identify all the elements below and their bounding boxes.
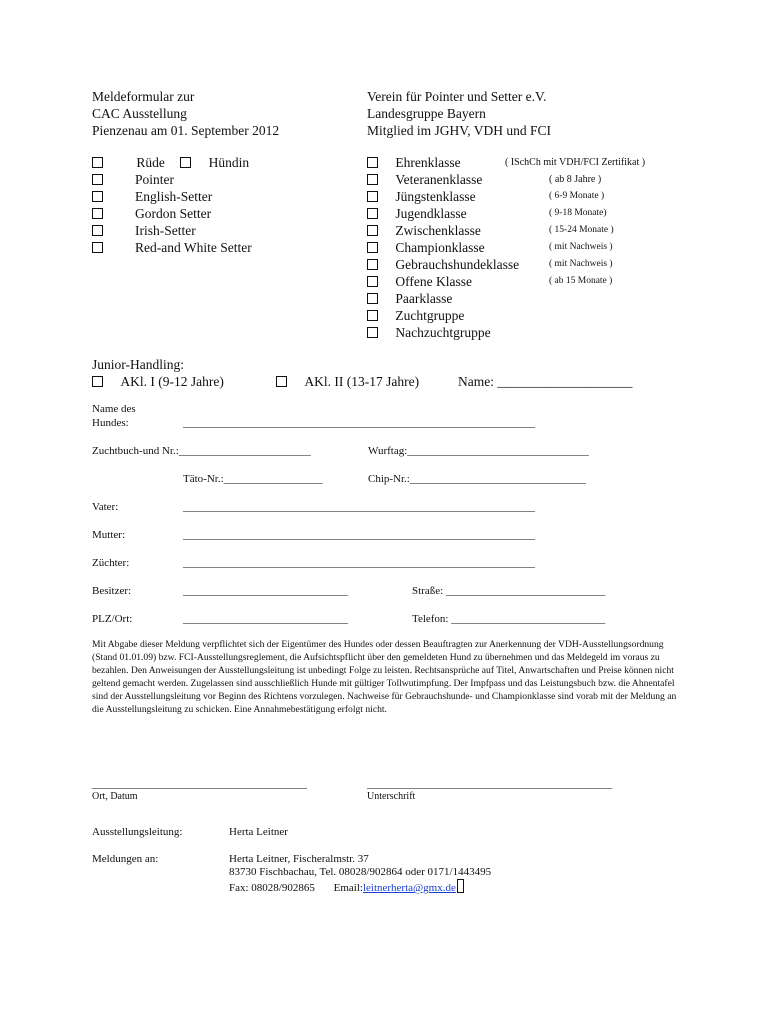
junior-handling-row-2 — [276, 373, 419, 390]
club-info-block — [367, 88, 551, 139]
irish-setter-checkbox[interactable] — [92, 225, 103, 236]
chip-field[interactable]: Chip-Nr.:________________________________ — [368, 473, 586, 485]
red-white-setter-checkbox[interactable] — [92, 242, 103, 253]
class-label: Zuchtgruppe — [395, 308, 465, 323]
class-note: ( 9-18 Monate) — [549, 208, 607, 218]
wurftag-field[interactable]: Wurftag:_________________________________ — [368, 445, 589, 457]
class-checkbox[interactable] — [367, 242, 378, 253]
class-checkbox[interactable] — [367, 259, 378, 270]
huendin-checkbox[interactable] — [180, 157, 191, 168]
besitzer-field[interactable]: ______________________________ — [183, 585, 348, 597]
vater-field[interactable]: ________________________________________________________________ — [183, 501, 535, 513]
class-note: ( ab 15 Monate ) — [549, 276, 613, 286]
breed-label: Red-and White Setter — [135, 240, 252, 255]
zuechter-field[interactable]: ________________________________________________________________ — [183, 557, 535, 569]
junior-name-field[interactable]: Name: ____________________ — [458, 374, 633, 389]
header-left-line-2: CAC Ausstellung — [92, 106, 187, 121]
telefon-field[interactable]: Telefon: ____________________________ — [412, 613, 606, 625]
class-label: Championklasse — [395, 240, 485, 255]
english-setter-checkbox[interactable] — [92, 191, 103, 202]
header-right-line-2: Landesgruppe Bayern — [367, 106, 486, 121]
text-cursor-icon — [457, 879, 464, 893]
plz-field[interactable]: ______________________________ — [183, 613, 348, 625]
class-label: Nachzuchtgruppe — [395, 325, 491, 340]
taeto-field[interactable]: Täto-Nr.:__________________ — [183, 473, 323, 485]
disclaimer-text: Mit Abgabe dieser Meldung verpflichtet sich der Eigentümer des Hundes oder dessen Beauftragten zur Anerkennung der VDH-Ausstellungsordnung (Stand 01.01.09) bzw. FCI-Ausstellungsreglement, die Aufsichtspflicht über den gemeldeten Hund zu übernehmen und das Meldegeld im voraus zu bezahlen. Den Anweisungen der Ausstellungsleitung ist unbedingt Folge zu leisten. Rechtsansprüche auf Titel, Anwartschaften und Preise können nicht geltend gemacht werden. Zugelassen sind ausschließlich Hunde mit gültiger Tollwutimpfung. Der Impfpass und das Leistungsbuch bzw. die Ahnentafel sind der Ausstellungsleitung vor Beginn des Richtens vorzulegen. Nachweise für Gebrauchshunde- und Championklasse sind vorab mit der Meldung an die Ausstellungsleitung zu schicken. Eine Annahmebestätigung erfolgt nicht. — [92, 639, 677, 715]
ort-datum-line[interactable]: ___________________________________________ — [92, 779, 307, 790]
gordon-setter-checkbox[interactable] — [92, 208, 103, 219]
pointer-checkbox[interactable] — [92, 174, 103, 185]
contact-fax-email — [229, 879, 464, 895]
class-label: Veteranenklasse — [395, 172, 483, 187]
class-note: ( 6-9 Monate ) — [549, 191, 605, 201]
dog-name-field[interactable]: ________________________________________________________________ — [183, 417, 535, 429]
leitung-name: Herta Leitner — [229, 826, 288, 838]
contact-address-2: 83730 Fischbachau, Tel. 08028/902864 oder 0171/1443495 — [229, 866, 492, 878]
class-checkbox[interactable] — [367, 276, 378, 287]
mutter-label: Mutter: — [92, 529, 125, 541]
class-label: Zwischenklasse — [395, 223, 481, 238]
email-link[interactable]: leitnerherta@gmx.de — [362, 882, 456, 894]
breed-section — [92, 154, 252, 256]
class-checkbox[interactable] — [367, 157, 378, 168]
header-right-line-1: Verein für Pointer und Setter e.V. — [367, 89, 547, 104]
zuchtbuch-field[interactable]: Zuchtbuch-und Nr.:________________________ — [92, 445, 311, 457]
class-label: Offene Klasse — [395, 274, 472, 289]
class-checkbox[interactable] — [367, 225, 378, 236]
unterschrift-label: Unterschrift — [367, 791, 416, 802]
breed-label: Gordon Setter — [135, 206, 212, 221]
ruede-checkbox[interactable] — [92, 157, 103, 168]
contact-address-1: Herta Leitner, Fischeralmstr. 37 — [229, 853, 369, 865]
mutter-field[interactable]: ________________________________________________________________ — [183, 529, 535, 541]
form-title-block — [92, 88, 279, 139]
junior-handling-row — [92, 373, 224, 390]
zuechter-label: Züchter: — [92, 557, 130, 569]
class-checkbox[interactable] — [367, 208, 378, 219]
breed-label: English-Setter — [135, 189, 213, 204]
vater-label: Vater: — [92, 501, 119, 513]
name-des-label: Name des — [92, 403, 136, 415]
class-checkbox[interactable] — [367, 327, 378, 338]
ort-datum-label: Ort, Datum — [92, 791, 138, 802]
contact-fax: Fax: 08028/902865 — [229, 882, 315, 894]
class-note: ( ab 8 Jahre ) — [549, 174, 602, 185]
class-label: Paarklasse — [395, 291, 453, 306]
class-note: ( ISchCh mit VDH/FCI Zertifikat ) — [505, 157, 646, 168]
class-label: Jugendklasse — [395, 206, 467, 221]
ruede-label: Rüde — [136, 155, 165, 170]
junior-handling-title: Junior-Handling: — [92, 357, 184, 372]
akl1-checkbox[interactable] — [92, 376, 103, 387]
breed-label: Irish-Setter — [135, 223, 196, 238]
huendin-label: Hündin — [208, 155, 250, 170]
class-note: ( 15-24 Monate ) — [549, 225, 614, 235]
class-checkbox[interactable] — [367, 293, 378, 304]
header-left-line-3: Pienzenau am 01. September 2012 — [92, 123, 280, 138]
akl2-label: AKl. II (13-17 Jahre) — [304, 374, 420, 389]
leitung-label: Ausstellungsleitung: — [92, 826, 183, 838]
class-label: Jüngstenklasse — [395, 189, 476, 204]
class-checkbox[interactable] — [367, 310, 378, 321]
email-label: Email: — [333, 882, 363, 894]
besitzer-label: Besitzer: — [92, 585, 132, 597]
breed-label: Pointer — [135, 172, 174, 187]
unterschrift-line[interactable]: _________________________________________________ — [367, 779, 612, 790]
class-checkbox[interactable] — [367, 191, 378, 202]
plz-label: PLZ/Ort: — [92, 613, 133, 625]
class-label: Gebrauchshundeklasse — [395, 257, 520, 272]
meldungen-label: Meldungen an: — [92, 853, 159, 865]
hundes-label: Hundes: — [92, 417, 129, 429]
class-note: ( mit Nachweis ) — [549, 259, 613, 269]
header-left-line-1: Meldeformular zur — [92, 89, 195, 104]
class-label: Ehrenklasse — [395, 155, 461, 170]
header-right-line-3: Mitglied im JGHV, VDH und FCI — [367, 123, 552, 138]
class-note: ( mit Nachweis ) — [549, 242, 613, 252]
strasse-field[interactable]: Straße: _____________________________ — [412, 585, 606, 597]
akl1-label: AKl. I (9-12 Jahre) — [120, 374, 224, 389]
class-checkbox[interactable] — [367, 174, 378, 185]
class-section — [367, 154, 646, 341]
akl2-checkbox[interactable] — [276, 376, 287, 387]
